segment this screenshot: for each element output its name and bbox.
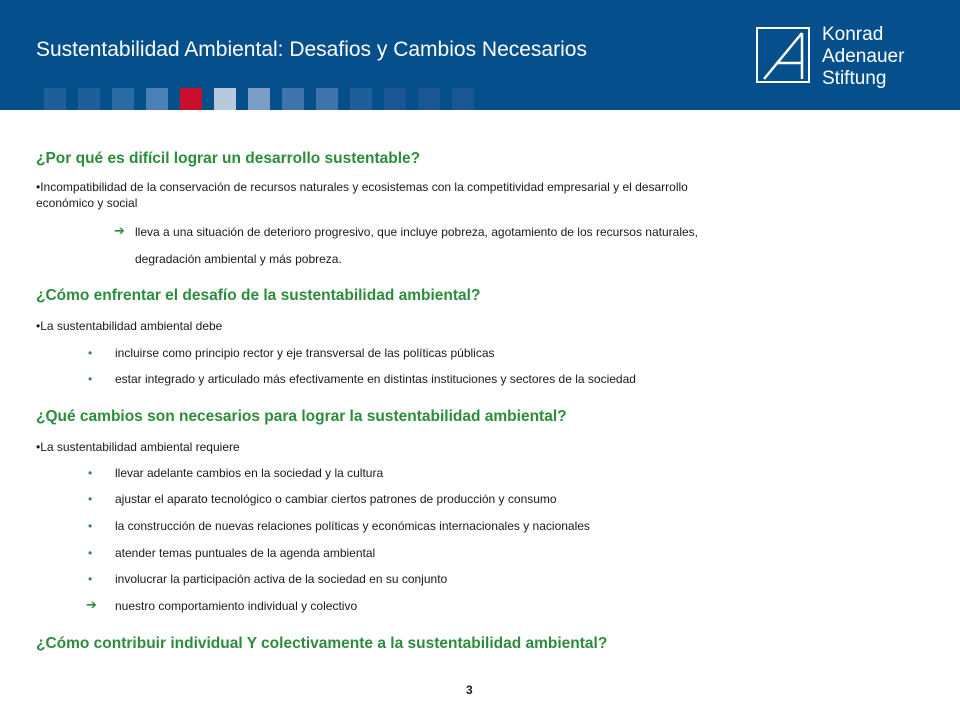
section-question: ¿Qué cambios son necesarios para lograr la sustentabilidad ambiental? <box>36 408 567 425</box>
list-item: incluirse como principio rector y eje transversal de las políticas públicas <box>115 346 495 360</box>
slide-title: Sustentabilidad Ambiental: Desafios y Cambios Necesarios <box>36 38 587 61</box>
bullet-icon: • <box>88 466 93 480</box>
section-question: ¿Por qué es difícil lograr un desarrollo sustentable? <box>36 150 421 167</box>
bullet-icon: • <box>88 372 93 386</box>
list-item: estar integrado y articulado más efectivamente en distintas instituciones y sectores de la sociedad <box>115 372 636 386</box>
arrow-text: nuestro comportamiento individual y colectivo <box>115 599 358 613</box>
bullet-icon: • <box>88 572 93 586</box>
list-item: llevar adelante cambios en la sociedad y la cultura <box>115 466 384 480</box>
page-number: 3 <box>466 683 473 697</box>
bullet-icon: • <box>88 346 93 360</box>
list-item: la construcción de nuevas relaciones políticas y económicas internacionales y nacionales <box>115 519 590 533</box>
list-item: involucrar la participación activa de la sociedad en su conjunto <box>115 572 448 586</box>
arrow-icon: ➔ <box>86 597 97 612</box>
list-item: ajustar el aparato tecnológico o cambiar ciertos patrones de producción y consumo <box>115 492 557 506</box>
section-intro: •Incompatibilidad de la conservación de recursos naturales y ecosistemas con la competitividad empresarial y el desarrollo <box>36 180 688 194</box>
bullet-icon: • <box>88 519 93 533</box>
bullet-icon: • <box>88 492 93 506</box>
arrow-text: degradación ambiental y más pobreza. <box>135 252 342 266</box>
list-item: atender temas puntuales de la agenda ambiental <box>115 546 376 560</box>
bullet-icon: • <box>88 546 93 560</box>
section-intro: •La sustentabilidad ambiental debe <box>36 319 223 333</box>
section-intro: económico y social <box>36 196 138 210</box>
section-intro: •La sustentabilidad ambiental requiere <box>36 440 240 454</box>
section-question: ¿Cómo contribuir individual Y colectivamente a la sustentabilidad ambiental? <box>36 635 608 652</box>
logo-line: Stiftung <box>822 68 887 89</box>
arrow-icon: ➔ <box>114 223 125 238</box>
logo-line: Konrad <box>822 24 884 45</box>
section-question: ¿Cómo enfrentar el desafío de la sustentabilidad ambiental? <box>36 287 481 304</box>
logo-line: Adenauer <box>822 46 905 67</box>
arrow-text: lleva a una situación de deterioro progresivo, que incluye pobreza, agotamiento de los recursos naturales, <box>135 225 699 239</box>
